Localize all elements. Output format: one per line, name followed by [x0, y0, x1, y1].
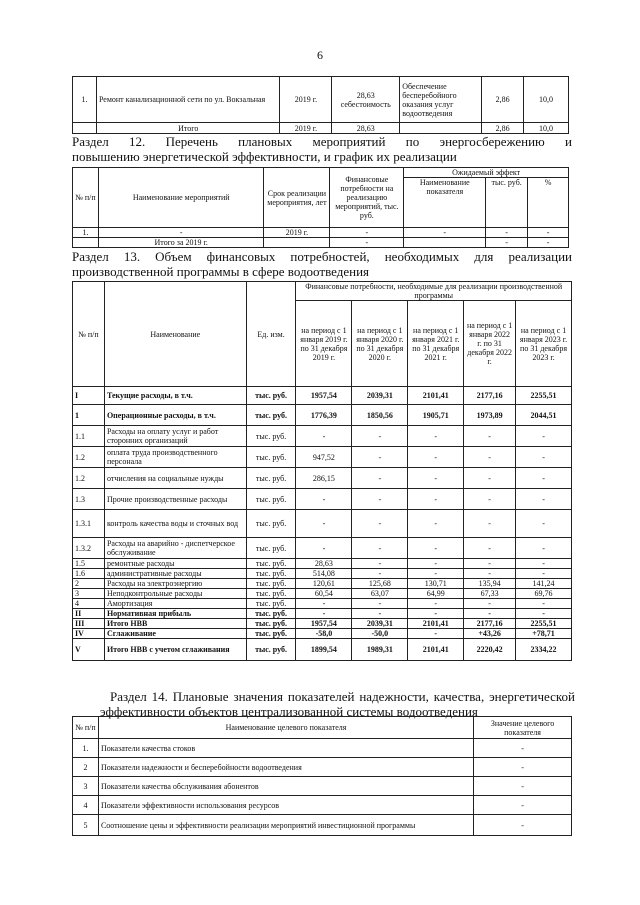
- cell-value: 64,99: [408, 589, 464, 599]
- header-unit: Ед. изм.: [246, 282, 296, 387]
- cell-indicator: -: [404, 228, 486, 238]
- cell-year: 2019 г.: [280, 123, 332, 134]
- cell-num: 1.6: [73, 569, 105, 579]
- cell-value: -: [296, 426, 352, 447]
- cell-num: [73, 123, 97, 134]
- energy-saving-table: [72, 167, 569, 248]
- cell-num: 2: [73, 579, 105, 589]
- header-period-2020: на период с 1 января 2020 г. по 31 декабря 2020 г.: [352, 301, 408, 387]
- section-12-title: Раздел 12. Перечень плановых мероприятий по энергосбережению и повышению энергетической эффективности, и график их реализации: [72, 134, 572, 164]
- cell-num: 1.3.1: [73, 510, 105, 538]
- cell-name: Амортизация: [104, 599, 246, 609]
- cell-value: -: [464, 510, 516, 538]
- cell-num: 1.3.2: [73, 538, 105, 559]
- cell-name: Итого НВВ с учетом сглаживания: [104, 639, 246, 661]
- cell-num: I: [73, 387, 105, 405]
- cell-value: 2,86: [482, 77, 524, 123]
- cell-fin: -: [330, 238, 404, 248]
- cell-value: -: [296, 489, 352, 510]
- cell-num: 1.2: [73, 468, 105, 489]
- cell-value: 1850,56: [352, 405, 408, 426]
- cell-value: 10,0: [524, 77, 569, 123]
- cell-value: 2177,16: [464, 387, 516, 405]
- cell-num: 1.: [73, 228, 99, 238]
- cell-num: 4: [73, 599, 105, 609]
- cell-unit: тыс. руб.: [246, 510, 296, 538]
- cell-value: -: [352, 538, 408, 559]
- cell-value: 1957,54: [296, 619, 352, 629]
- cell-value: -: [408, 489, 464, 510]
- cell-value: -: [408, 559, 464, 569]
- cell-unit: тыс. руб.: [246, 559, 296, 569]
- cell-cost: 28,63 себестоимость: [332, 77, 400, 123]
- cell-value: -: [464, 569, 516, 579]
- cell-value: 130,71: [408, 579, 464, 589]
- cell-value: -: [408, 447, 464, 468]
- cell-value: 67,33: [464, 589, 516, 599]
- cell-value: -58,0: [296, 629, 352, 639]
- cell-value: -: [408, 609, 464, 619]
- cell-value: 1957,54: [296, 387, 352, 405]
- target-indicators-table: [72, 716, 572, 836]
- cell-num: 4: [73, 796, 99, 815]
- cell-name: Показатели эффективности использования ресурсов: [98, 796, 473, 815]
- cell-value: -: [352, 468, 408, 489]
- header-fin: Финансовые потребности на реализацию мероприятий, тыс. руб.: [330, 168, 404, 228]
- cell-num: 1.: [73, 77, 97, 123]
- table-row: [73, 739, 572, 758]
- header-pct: %: [528, 178, 569, 228]
- cell-unit: тыс. руб.: [246, 447, 296, 468]
- cell-effect: Обеспечение бесперебойного оказания услуг водоотведения: [400, 77, 482, 123]
- cell-value: -: [352, 559, 408, 569]
- cell-name: Соотношение цены и эффективности реализации мероприятий инвестиционной программы: [98, 815, 473, 836]
- cell-cost: 28,63: [332, 123, 400, 134]
- cell-name: Ремонт канализационной сети по ул. Вокзальная: [96, 77, 280, 123]
- cell-value: 2,86: [482, 123, 524, 134]
- cell-unit: тыс. руб.: [246, 599, 296, 609]
- cell-value: -: [408, 468, 464, 489]
- cell-value: 1989,31: [352, 639, 408, 661]
- cell-value: 1973,89: [464, 405, 516, 426]
- cell-value: 2220,42: [464, 639, 516, 661]
- cell-value: -: [474, 815, 572, 836]
- cell-year: 2019 г.: [280, 77, 332, 123]
- cell-value: -: [352, 510, 408, 538]
- cell-unit: тыс. руб.: [246, 538, 296, 559]
- cell-value: -: [408, 426, 464, 447]
- cell-term: 2019 г.: [264, 228, 330, 238]
- cell-num: III: [73, 619, 105, 629]
- cell-value: -: [352, 599, 408, 609]
- header-period-2019: на период с 1 января 2019 г. по 31 декабря 2019 г.: [296, 301, 352, 387]
- table-row: [73, 599, 572, 609]
- cell-name: Текущие расходы, в т.ч.: [104, 387, 246, 405]
- cell-value: -: [516, 559, 572, 569]
- cell-num: IV: [73, 629, 105, 639]
- header-num: № п/п: [73, 717, 99, 739]
- cell-value: -: [464, 426, 516, 447]
- cell-value: -: [516, 468, 572, 489]
- cell-num: 1.3: [73, 489, 105, 510]
- financial-needs-table: [72, 281, 572, 661]
- cell-value: 141,24: [516, 579, 572, 589]
- cell-value: -: [296, 510, 352, 538]
- table-row: [73, 238, 569, 248]
- cell-value: -: [464, 447, 516, 468]
- cell-name: Итого: [96, 123, 280, 134]
- cell-value: -: [516, 609, 572, 619]
- cell-name: административные расходы: [104, 569, 246, 579]
- cell-value: 286,15: [296, 468, 352, 489]
- cell-value: -: [408, 629, 464, 639]
- cell-value: -: [352, 609, 408, 619]
- header-period-2022: на период с 1 января 2022 г. по 31 декабря 2022 г.: [464, 301, 516, 387]
- cell-value: 135,94: [464, 579, 516, 589]
- table-row: [73, 77, 569, 123]
- cell-rub: -: [486, 228, 528, 238]
- cell-value: 125,68: [352, 579, 408, 589]
- header-period-2023: на период с 1 января 2023 г. по 31 декабря 2023 г.: [516, 301, 572, 387]
- cell-name: Итого НВВ: [104, 619, 246, 629]
- cell-unit: тыс. руб.: [246, 569, 296, 579]
- cell-num: 1.: [73, 739, 99, 758]
- cell-name: Нормативная прибыль: [104, 609, 246, 619]
- header-indicator: Наименование показателя: [404, 178, 486, 228]
- cell-value: 60,54: [296, 589, 352, 599]
- cell-value: 10,0: [524, 123, 569, 134]
- cell-rub: -: [486, 238, 528, 248]
- header-effect: Ожидаемый эффект: [404, 168, 569, 178]
- cell-value: 2334,22: [516, 639, 572, 661]
- cell-name: Расходы на оплату услуг и работ сторонних организаций: [104, 426, 246, 447]
- cell-value: -: [352, 489, 408, 510]
- cell-value: -: [408, 510, 464, 538]
- table-row: [73, 447, 572, 468]
- cell-num: 2: [73, 758, 99, 777]
- cell-value: -: [352, 569, 408, 579]
- cell-name: контроль качества воды и сточных вод: [104, 510, 246, 538]
- cell-num: 1.5: [73, 559, 105, 569]
- cell-name: Неподконтрольные расходы: [104, 589, 246, 599]
- cell-value: -: [516, 510, 572, 538]
- table-row: [73, 123, 569, 134]
- cell-unit: тыс. руб.: [246, 619, 296, 629]
- cell-value: -: [516, 426, 572, 447]
- header-term: Срок реализации мероприятия, лет: [264, 168, 330, 228]
- table-row: [73, 639, 572, 661]
- cell-name: Показатели качества обслуживания абонентов: [98, 777, 473, 796]
- cell-unit: тыс. руб.: [246, 426, 296, 447]
- header-value: Значение целевого показателя: [474, 717, 572, 739]
- cell-value: 2101,41: [408, 387, 464, 405]
- cell-num: II: [73, 609, 105, 619]
- header-name: Наименование целевого показателя: [98, 717, 473, 739]
- cell-value: 2039,31: [352, 619, 408, 629]
- cell-indicator: [404, 238, 486, 248]
- cell-value: -: [474, 777, 572, 796]
- cell-value: 2255,51: [516, 387, 572, 405]
- table-row: [73, 387, 572, 405]
- cell-unit: тыс. руб.: [246, 468, 296, 489]
- cell-unit: тыс. руб.: [246, 387, 296, 405]
- cell-name: ремонтные расходы: [104, 559, 246, 569]
- cell-name: Прочие производственные расходы: [104, 489, 246, 510]
- header-rub: тыс. руб.: [486, 178, 528, 228]
- cell-value: -: [464, 559, 516, 569]
- cell-term: [264, 238, 330, 248]
- cell-value: -: [352, 426, 408, 447]
- table-row: [73, 619, 572, 629]
- cell-num: [73, 238, 99, 248]
- cell-value: -: [474, 739, 572, 758]
- cell-value: 2177,16: [464, 619, 516, 629]
- cell-num: 3: [73, 589, 105, 599]
- cell-value: -: [516, 447, 572, 468]
- cell-value: 63,07: [352, 589, 408, 599]
- cell-value: -: [516, 599, 572, 609]
- table-row: [73, 426, 572, 447]
- table-row: [73, 228, 569, 238]
- table-row: [73, 796, 572, 815]
- cell-value: -: [474, 796, 572, 815]
- page-number: 6: [317, 48, 323, 62]
- cell-value: 1905,71: [408, 405, 464, 426]
- cell-value: 514,08: [296, 569, 352, 579]
- table-row: [73, 758, 572, 777]
- header-num: № п/п: [73, 282, 105, 387]
- cell-unit: тыс. руб.: [246, 609, 296, 619]
- cell-fin: -: [330, 228, 404, 238]
- table-row: [73, 609, 572, 619]
- cell-value: -50,0: [352, 629, 408, 639]
- cell-unit: тыс. руб.: [246, 639, 296, 661]
- table-row: [73, 777, 572, 796]
- cell-name: Сглаживание: [104, 629, 246, 639]
- cell-value: 28,63: [296, 559, 352, 569]
- cell-num: 1.1: [73, 426, 105, 447]
- cell-value: -: [474, 758, 572, 777]
- table-row: [73, 815, 572, 836]
- cell-value: -: [516, 569, 572, 579]
- table-row: [73, 589, 572, 599]
- cell-value: 947,52: [296, 447, 352, 468]
- cell-value: -: [352, 447, 408, 468]
- investment-table: [72, 76, 569, 134]
- cell-value: -: [516, 538, 572, 559]
- cell-name: Показатели надежности и бесперебойности водоотведения: [98, 758, 473, 777]
- table-row: [73, 405, 572, 426]
- section-13-title: Раздел 13. Объем финансовых потребностей, необходимых для реализации производственной программы в сфере водоотведения: [72, 249, 572, 279]
- header-fin: Финансовые потребности, необходимые для реализации производственной программы: [296, 282, 572, 301]
- cell-value: -: [516, 489, 572, 510]
- table-row: [73, 569, 572, 579]
- cell-name: Показатели качества стоков: [98, 739, 473, 758]
- table-row: [73, 538, 572, 559]
- cell-value: 1899,54: [296, 639, 352, 661]
- cell-value: +43,26: [464, 629, 516, 639]
- cell-name: -: [98, 228, 264, 238]
- cell-value: 2101,41: [408, 619, 464, 629]
- cell-name: Итого за 2019 г.: [98, 238, 264, 248]
- cell-name: Расходы на электроэнергию: [104, 579, 246, 589]
- cell-unit: тыс. руб.: [246, 579, 296, 589]
- cell-value: -: [408, 538, 464, 559]
- cell-value: -: [408, 599, 464, 609]
- table-row: [73, 489, 572, 510]
- section-14-title: Раздел 14. Плановые значения показателей надежности, качества, энергетической эффективности объектов централизованной системы водоотведения: [100, 689, 575, 719]
- cell-value: 2039,31: [352, 387, 408, 405]
- cell-value: 2255,51: [516, 619, 572, 629]
- cell-value: -: [464, 538, 516, 559]
- cell-pct: -: [528, 228, 569, 238]
- cell-unit: тыс. руб.: [246, 629, 296, 639]
- header-name: Наименование: [104, 282, 246, 387]
- cell-num: 1.2: [73, 447, 105, 468]
- table-row: [73, 468, 572, 489]
- cell-value: 120,61: [296, 579, 352, 589]
- cell-value: -: [296, 599, 352, 609]
- cell-num: 3: [73, 777, 99, 796]
- cell-pct: -: [528, 238, 569, 248]
- cell-value: -: [296, 609, 352, 619]
- cell-value: 2044,51: [516, 405, 572, 426]
- cell-value: -: [296, 538, 352, 559]
- cell-value: -: [464, 609, 516, 619]
- cell-name: оплата труда производственного персонала: [104, 447, 246, 468]
- header-num: № п/п: [73, 168, 99, 228]
- cell-effect: [400, 123, 482, 134]
- cell-name: Операционные расходы, в т.ч.: [104, 405, 246, 426]
- cell-unit: тыс. руб.: [246, 589, 296, 599]
- cell-name: Расходы на аварийно - диспетчерское обслуживание: [104, 538, 246, 559]
- cell-num: V: [73, 639, 105, 661]
- cell-value: -: [408, 569, 464, 579]
- cell-value: 2101,41: [408, 639, 464, 661]
- cell-unit: тыс. руб.: [246, 405, 296, 426]
- cell-value: +78,71: [516, 629, 572, 639]
- cell-unit: тыс. руб.: [246, 489, 296, 510]
- cell-value: -: [464, 599, 516, 609]
- table-row: [73, 510, 572, 538]
- header-name: Наименование мероприятий: [98, 168, 264, 228]
- cell-value: -: [464, 489, 516, 510]
- table-row: [73, 559, 572, 569]
- cell-num: 1: [73, 405, 105, 426]
- cell-value: -: [464, 468, 516, 489]
- table-row: [73, 579, 572, 589]
- table-row: [73, 629, 572, 639]
- cell-value: 1776,39: [296, 405, 352, 426]
- cell-name: отчисления на социальные нужды: [104, 468, 246, 489]
- header-period-2021: на период с 1 января 2021 г. по 31 декабря 2021 г.: [408, 301, 464, 387]
- cell-value: 69,76: [516, 589, 572, 599]
- cell-num: 5: [73, 815, 99, 836]
